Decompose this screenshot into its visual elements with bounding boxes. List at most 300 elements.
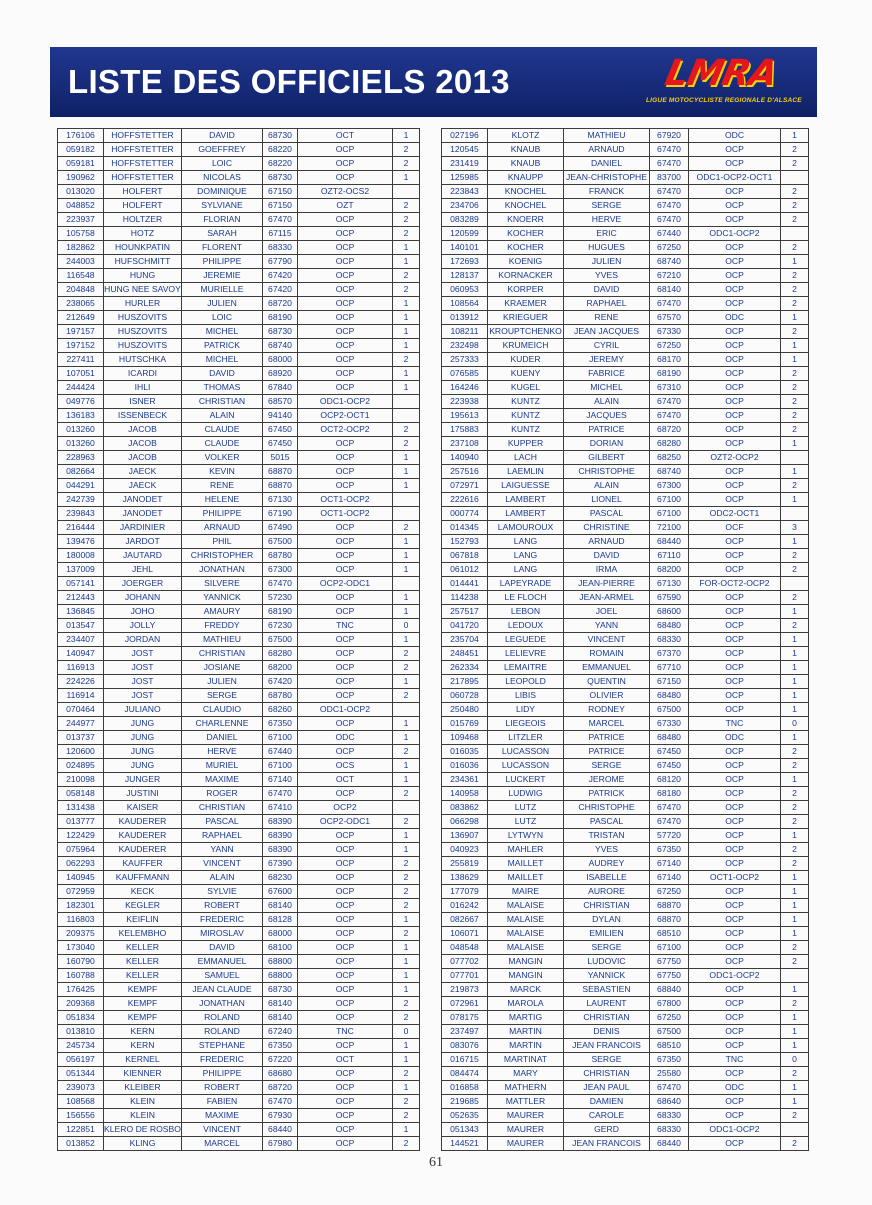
firstname-cell: ARNAUD xyxy=(182,521,263,535)
postcode-cell: 67150 xyxy=(650,675,689,689)
license-cell: 056197 xyxy=(58,1053,104,1067)
firstname-cell: PATRICE xyxy=(564,731,650,745)
postcode-cell: 68440 xyxy=(650,1137,689,1151)
postcode-cell: 67750 xyxy=(650,969,689,983)
postcode-cell: 67300 xyxy=(263,563,298,577)
license-cell: 239073 xyxy=(58,1081,104,1095)
level-cell: 1 xyxy=(781,605,809,619)
license-cell: 084474 xyxy=(442,1067,488,1081)
firstname-cell: VINCENT xyxy=(182,1123,263,1137)
surname-cell: HOFFSTETTER xyxy=(104,143,182,157)
surname-cell: JANODET xyxy=(104,493,182,507)
level-cell: 2 xyxy=(393,689,420,703)
firstname-cell: ROMAIN xyxy=(564,647,650,661)
level-cell: 1 xyxy=(781,1039,809,1053)
license-cell: 234706 xyxy=(442,199,488,213)
table-row xyxy=(58,745,420,759)
firstname-cell: FABIEN xyxy=(182,1095,263,1109)
level-cell: 1 xyxy=(393,913,420,927)
function-cell: OCP xyxy=(298,465,393,479)
license-cell: 217895 xyxy=(442,675,488,689)
firstname-cell: JULIEN xyxy=(182,297,263,311)
firstname-cell: ROGER xyxy=(182,787,263,801)
level-cell: 2 xyxy=(393,437,420,451)
postcode-cell: 67440 xyxy=(650,227,689,241)
function-cell: OCP xyxy=(298,633,393,647)
firstname-cell: DAVID xyxy=(564,549,650,563)
postcode-cell: 67250 xyxy=(650,339,689,353)
table-row xyxy=(58,1067,420,1081)
surname-cell: KIENNER xyxy=(104,1067,182,1081)
license-cell: 013260 xyxy=(58,437,104,451)
surname-cell: ISNER xyxy=(104,395,182,409)
level-cell: 1 xyxy=(781,899,809,913)
license-cell: 210098 xyxy=(58,773,104,787)
postcode-cell: 67450 xyxy=(263,437,298,451)
table-row xyxy=(58,129,420,143)
firstname-cell: CHRISTIAN xyxy=(564,1011,650,1025)
postcode-cell: 68740 xyxy=(263,339,298,353)
license-cell: 160788 xyxy=(58,969,104,983)
table-row xyxy=(442,381,809,395)
firstname-cell: RAPHAEL xyxy=(564,297,650,311)
firstname-cell: JONATHAN xyxy=(182,563,263,577)
firstname-cell: YANN xyxy=(182,843,263,857)
table-row xyxy=(58,451,420,465)
level-cell: 2 xyxy=(393,521,420,535)
table-row xyxy=(58,815,420,829)
surname-cell: LE FLOCH xyxy=(488,591,564,605)
license-cell: 013852 xyxy=(58,1137,104,1151)
level-cell: 2 xyxy=(393,857,420,871)
level-cell: 1 xyxy=(781,311,809,325)
level-cell: 1 xyxy=(393,591,420,605)
postcode-cell: 67500 xyxy=(263,633,298,647)
surname-cell: LAEMLIN xyxy=(488,465,564,479)
postcode-cell: 68510 xyxy=(650,1039,689,1053)
postcode-cell: 68870 xyxy=(263,479,298,493)
firstname-cell: JEAN-PIERRE xyxy=(564,577,650,591)
level-cell: 2 xyxy=(781,1067,809,1081)
postcode-cell: 68170 xyxy=(650,353,689,367)
surname-cell: JAECK xyxy=(104,479,182,493)
level-cell: 1 xyxy=(781,675,809,689)
firstname-cell: CHRISTIAN xyxy=(564,899,650,913)
firstname-cell: EMMANUEL xyxy=(182,955,263,969)
function-cell: OCP xyxy=(689,1067,781,1081)
postcode-cell: 67470 xyxy=(650,1081,689,1095)
surname-cell: MALAISE xyxy=(488,927,564,941)
table-row xyxy=(58,955,420,969)
license-cell: 057141 xyxy=(58,577,104,591)
table-row xyxy=(58,143,420,157)
table-row xyxy=(442,661,809,675)
license-cell: 116803 xyxy=(58,913,104,927)
surname-cell: MALAISE xyxy=(488,941,564,955)
postcode-cell: 68000 xyxy=(263,927,298,941)
postcode-cell: 67470 xyxy=(263,577,298,591)
surname-cell: KEMPF xyxy=(104,997,182,1011)
surname-cell: JOST xyxy=(104,647,182,661)
table-row xyxy=(442,1109,809,1123)
firstname-cell: KEVIN xyxy=(182,465,263,479)
surname-cell: KRIEGUER xyxy=(488,311,564,325)
firstname-cell: DAVID xyxy=(182,129,263,143)
postcode-cell: 67150 xyxy=(263,199,298,213)
level-cell xyxy=(393,185,420,199)
license-cell: 066298 xyxy=(442,815,488,829)
postcode-cell: 67130 xyxy=(263,493,298,507)
level-cell: 1 xyxy=(781,871,809,885)
level-cell: 1 xyxy=(393,717,420,731)
postcode-cell: 68480 xyxy=(650,619,689,633)
postcode-cell: 67350 xyxy=(650,1053,689,1067)
level-cell: 2 xyxy=(393,1067,420,1081)
license-cell: 013810 xyxy=(58,1025,104,1039)
license-cell: 048548 xyxy=(442,941,488,955)
function-cell: OCP xyxy=(689,409,781,423)
license-cell: 082667 xyxy=(442,913,488,927)
license-cell: 180008 xyxy=(58,549,104,563)
surname-cell: KORNACKER xyxy=(488,269,564,283)
function-cell: OCP xyxy=(689,381,781,395)
surname-cell: JUNGER xyxy=(104,773,182,787)
table-row xyxy=(58,1081,420,1095)
level-cell: 1 xyxy=(393,843,420,857)
surname-cell: MARCK xyxy=(488,983,564,997)
function-cell: OCP xyxy=(689,339,781,353)
table-row xyxy=(58,157,420,171)
table-row xyxy=(442,325,809,339)
function-cell: OCP xyxy=(298,955,393,969)
firstname-cell: MICHEL xyxy=(564,381,650,395)
surname-cell: JACOB xyxy=(104,437,182,451)
surname-cell: KAUFFER xyxy=(104,857,182,871)
postcode-cell: 68740 xyxy=(650,465,689,479)
firstname-cell: DAVID xyxy=(564,283,650,297)
level-cell: 1 xyxy=(781,983,809,997)
surname-cell: LACH xyxy=(488,451,564,465)
license-cell: 061012 xyxy=(442,563,488,577)
surname-cell: MAURER xyxy=(488,1123,564,1137)
surname-cell: LEBON xyxy=(488,605,564,619)
level-cell: 1 xyxy=(393,129,420,143)
level-cell: 1 xyxy=(781,1011,809,1025)
surname-cell: LUCASSON xyxy=(488,759,564,773)
function-cell: OCP xyxy=(689,703,781,717)
postcode-cell: 67350 xyxy=(263,717,298,731)
function-cell: OZT2-OCP2 xyxy=(689,451,781,465)
surname-cell: LITZLER xyxy=(488,731,564,745)
license-cell: 182862 xyxy=(58,241,104,255)
table-row xyxy=(58,605,420,619)
surname-cell: JANODET xyxy=(104,507,182,521)
level-cell: 1 xyxy=(393,241,420,255)
firstname-cell: CHRISTOPHE xyxy=(564,465,650,479)
surname-cell: JORDAN xyxy=(104,633,182,647)
firstname-cell: PATRICE xyxy=(564,745,650,759)
license-cell: 177079 xyxy=(442,885,488,899)
function-cell: OCP xyxy=(689,1109,781,1123)
level-cell: 2 xyxy=(781,479,809,493)
function-cell: ODC1-OCP2 xyxy=(298,703,393,717)
table-row xyxy=(442,605,809,619)
table-row xyxy=(442,129,809,143)
license-cell: 237108 xyxy=(442,437,488,451)
firstname-cell: ROBERT xyxy=(182,1081,263,1095)
table-row xyxy=(442,521,809,535)
license-cell: 244977 xyxy=(58,717,104,731)
level-cell: 1 xyxy=(393,633,420,647)
table-row xyxy=(442,913,809,927)
level-cell: 1 xyxy=(781,913,809,927)
level-cell: 1 xyxy=(393,339,420,353)
surname-cell: MARTIG xyxy=(488,1011,564,1025)
postcode-cell: 67470 xyxy=(263,787,298,801)
license-cell: 040923 xyxy=(442,843,488,857)
function-cell: OCP xyxy=(298,1095,393,1109)
surname-cell: JEHL xyxy=(104,563,182,577)
firstname-cell: GOEFFREY xyxy=(182,143,263,157)
logo-wordmark: LMRA xyxy=(661,53,781,94)
level-cell: 1 xyxy=(781,1025,809,1039)
function-cell: OCP2 xyxy=(298,801,393,815)
table-row xyxy=(442,465,809,479)
function-cell: OCP xyxy=(689,255,781,269)
function-cell: OCP xyxy=(298,1137,393,1151)
function-cell: OCP2-ODC1 xyxy=(298,577,393,591)
function-cell: OCP xyxy=(298,255,393,269)
postcode-cell: 68870 xyxy=(650,913,689,927)
table-row xyxy=(442,199,809,213)
postcode-cell: 68100 xyxy=(263,941,298,955)
table-row xyxy=(58,1095,420,1109)
postcode-cell: 67450 xyxy=(650,745,689,759)
surname-cell: KRAEMER xyxy=(488,297,564,311)
firstname-cell: FREDERIC xyxy=(182,1053,263,1067)
table-row xyxy=(442,171,809,185)
table-row xyxy=(442,619,809,633)
postcode-cell: 67420 xyxy=(263,283,298,297)
surname-cell: LEOPOLD xyxy=(488,675,564,689)
firstname-cell: ALAIN xyxy=(564,395,650,409)
postcode-cell: 68730 xyxy=(263,129,298,143)
surname-cell: HUSZOVITS xyxy=(104,339,182,353)
firstname-cell: LAURENT xyxy=(564,997,650,1011)
license-cell: 239843 xyxy=(58,507,104,521)
firstname-cell: PASCAL xyxy=(564,507,650,521)
table-row xyxy=(58,409,420,423)
lmra-logo xyxy=(646,53,801,111)
table-row xyxy=(58,759,420,773)
postcode-cell: 67350 xyxy=(263,1039,298,1053)
license-cell: 182301 xyxy=(58,899,104,913)
surname-cell: KRUMEICH xyxy=(488,339,564,353)
function-cell: OCP xyxy=(689,801,781,815)
table-row xyxy=(442,703,809,717)
function-cell: TNC xyxy=(298,619,393,633)
function-cell: OCP xyxy=(298,367,393,381)
firstname-cell: JULIEN xyxy=(182,675,263,689)
level-cell: 2 xyxy=(393,283,420,297)
license-cell: 060728 xyxy=(442,689,488,703)
table-row xyxy=(58,479,420,493)
level-cell: 2 xyxy=(781,1137,809,1151)
table-row xyxy=(58,787,420,801)
license-cell: 255819 xyxy=(442,857,488,871)
postcode-cell: 67500 xyxy=(650,1025,689,1039)
level-cell: 1 xyxy=(393,969,420,983)
license-cell: 051834 xyxy=(58,1011,104,1025)
license-cell: 013912 xyxy=(442,311,488,325)
firstname-cell: ALAIN xyxy=(564,479,650,493)
function-cell: OCP xyxy=(689,647,781,661)
level-cell: 2 xyxy=(393,647,420,661)
level-cell: 1 xyxy=(393,325,420,339)
license-cell: 195613 xyxy=(442,409,488,423)
function-cell: OCP xyxy=(689,199,781,213)
surname-cell: JARDINIER xyxy=(104,521,182,535)
function-cell: OCP xyxy=(298,591,393,605)
function-cell: OCP xyxy=(298,437,393,451)
firstname-cell: PATRICK xyxy=(182,339,263,353)
license-cell: 245734 xyxy=(58,1039,104,1053)
surname-cell: MAURER xyxy=(488,1109,564,1123)
surname-cell: JUNG xyxy=(104,717,182,731)
level-cell: 1 xyxy=(393,955,420,969)
table-row xyxy=(442,213,809,227)
level-cell: 1 xyxy=(393,829,420,843)
postcode-cell: 68140 xyxy=(263,997,298,1011)
surname-cell: JOST xyxy=(104,675,182,689)
level-cell: 2 xyxy=(781,157,809,171)
table-row xyxy=(58,395,420,409)
surname-cell: KEMPF xyxy=(104,1011,182,1025)
postcode-cell: 67330 xyxy=(650,717,689,731)
surname-cell: KEIFLIN xyxy=(104,913,182,927)
level-cell: 1 xyxy=(393,605,420,619)
function-cell: OCP xyxy=(298,381,393,395)
license-cell: 140945 xyxy=(58,871,104,885)
firstname-cell: SERGE xyxy=(564,199,650,213)
function-cell: TNC xyxy=(689,717,781,731)
table-row xyxy=(58,997,420,1011)
surname-cell: HUNG NEE SAVOY xyxy=(104,283,182,297)
function-cell: OCP xyxy=(298,1081,393,1095)
table-row xyxy=(442,269,809,283)
postcode-cell: 68190 xyxy=(263,311,298,325)
function-cell: OZT xyxy=(298,199,393,213)
postcode-cell: 68330 xyxy=(650,633,689,647)
level-cell: 1 xyxy=(393,1053,420,1067)
surname-cell: JAUTARD xyxy=(104,549,182,563)
level-cell: 1 xyxy=(781,829,809,843)
function-cell: ODC1-OCP2 xyxy=(689,969,781,983)
license-cell: 052635 xyxy=(442,1109,488,1123)
level-cell: 2 xyxy=(781,269,809,283)
postcode-cell: 67250 xyxy=(650,241,689,255)
firstname-cell: SYLVIE xyxy=(182,885,263,899)
level-cell: 2 xyxy=(393,199,420,213)
firstname-cell: VINCENT xyxy=(564,633,650,647)
level-cell: 2 xyxy=(781,283,809,297)
firstname-cell: CLAUDE xyxy=(182,437,263,451)
surname-cell: KNAUB xyxy=(488,143,564,157)
postcode-cell: 68220 xyxy=(263,143,298,157)
surname-cell: JUNG xyxy=(104,745,182,759)
function-cell: OCT xyxy=(298,129,393,143)
function-cell: FOR-OCT2-OCP2 xyxy=(689,577,781,591)
license-cell: 197157 xyxy=(58,325,104,339)
level-cell: 2 xyxy=(781,843,809,857)
license-cell: 016035 xyxy=(442,745,488,759)
level-cell: 1 xyxy=(393,255,420,269)
level-cell: 2 xyxy=(781,857,809,871)
table-row xyxy=(58,927,420,941)
function-cell: OCP xyxy=(298,1123,393,1137)
table-row xyxy=(442,955,809,969)
level-cell: 2 xyxy=(781,381,809,395)
function-cell: OCP xyxy=(689,367,781,381)
license-cell: 067818 xyxy=(442,549,488,563)
license-cell: 075964 xyxy=(58,843,104,857)
function-cell: OCP xyxy=(689,143,781,157)
function-cell: OCP xyxy=(298,157,393,171)
postcode-cell: 67100 xyxy=(650,941,689,955)
table-row xyxy=(442,899,809,913)
postcode-cell: 67350 xyxy=(650,843,689,857)
firstname-cell: DAMIEN xyxy=(564,1095,650,1109)
level-cell: 2 xyxy=(393,885,420,899)
function-cell: OCP xyxy=(689,605,781,619)
surname-cell: JAECK xyxy=(104,465,182,479)
function-cell: OCP xyxy=(298,787,393,801)
license-cell: 136907 xyxy=(442,829,488,843)
surname-cell: LUCASSON xyxy=(488,745,564,759)
function-cell: OCP xyxy=(298,647,393,661)
title-banner xyxy=(50,47,817,117)
function-cell: OCP xyxy=(298,927,393,941)
postcode-cell: 67150 xyxy=(263,185,298,199)
firstname-cell: DANIEL xyxy=(564,157,650,171)
postcode-cell: 67250 xyxy=(650,885,689,899)
firstname-cell: PATRICK xyxy=(564,787,650,801)
surname-cell: LEDOUX xyxy=(488,619,564,633)
level-cell: 2 xyxy=(781,787,809,801)
function-cell: OCP xyxy=(298,941,393,955)
table-row xyxy=(58,703,420,717)
license-cell: 116548 xyxy=(58,269,104,283)
firstname-cell: JULIEN xyxy=(564,255,650,269)
surname-cell: MATHERN xyxy=(488,1081,564,1095)
level-cell: 2 xyxy=(781,199,809,213)
postcode-cell: 68780 xyxy=(263,549,298,563)
function-cell: ODC1-OCP2 xyxy=(298,395,393,409)
postcode-cell: 67210 xyxy=(650,269,689,283)
postcode-cell: 68390 xyxy=(263,815,298,829)
surname-cell: MARY xyxy=(488,1067,564,1081)
license-cell: 120600 xyxy=(58,745,104,759)
postcode-cell: 25580 xyxy=(650,1067,689,1081)
license-cell: 013547 xyxy=(58,619,104,633)
license-cell: 172693 xyxy=(442,255,488,269)
level-cell xyxy=(781,451,809,465)
surname-cell: KLEIBER xyxy=(104,1081,182,1095)
firstname-cell: FABRICE xyxy=(564,367,650,381)
license-cell: 144521 xyxy=(442,1137,488,1151)
table-row xyxy=(442,633,809,647)
firstname-cell: PASCAL xyxy=(182,815,263,829)
